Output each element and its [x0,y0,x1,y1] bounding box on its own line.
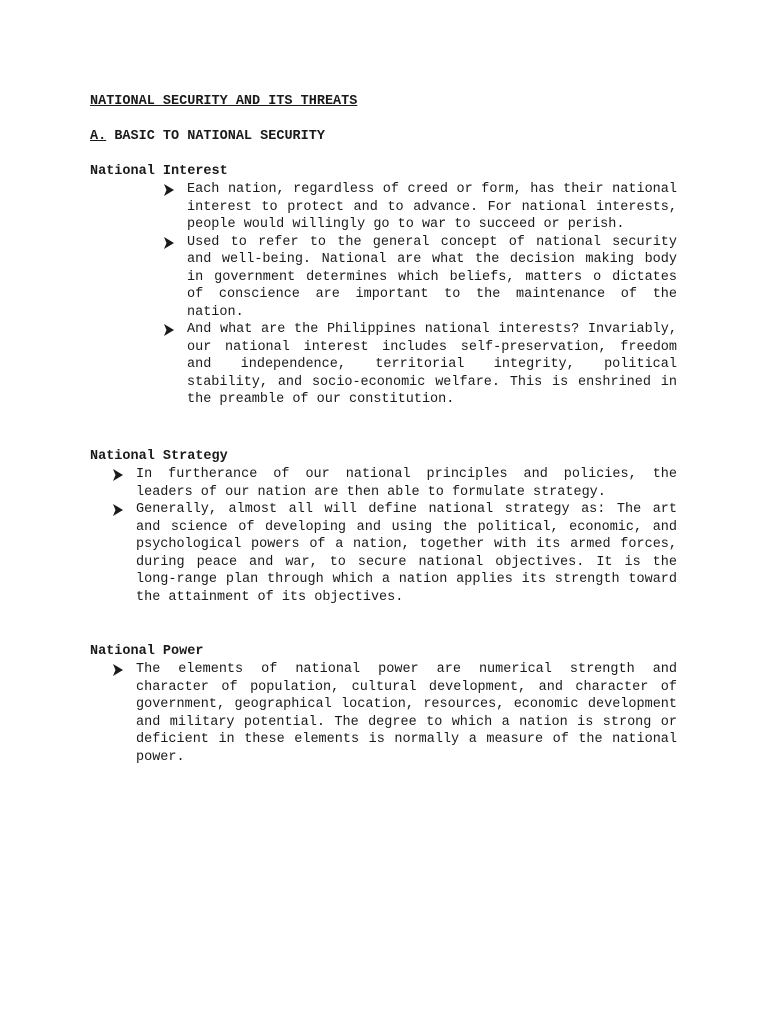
bullet-text: And what are the Philippines national interests? Invariably, our national interest includes self-preservation, freedom and independence, territorial integrity, political stability, and socio-economic welfare. This is enshrined in the preamble of our constitution. [187,322,677,407]
list-item [187,234,677,322]
bullet-text: Used to refer to the general concept of national security and well-being. National are what the decision making body in government determines which beliefs, matters o dictates of conscience are important to the maintenance of the nation. [187,234,677,320]
list-item [187,181,677,234]
arrowhead-bullet-icon [163,324,175,336]
national-strategy-list [136,466,677,606]
arrowhead-bullet-icon [163,184,175,196]
arrowhead-bullet-icon [112,664,124,676]
bullet-text: The elements of national power are numerical strength and character of population, cultural development, and character of government, geographical location, resources, economic development and military potential. The degree to which a nation is strong or deficient in these elements is normally a measure of the national power. [136,662,677,765]
list-item [136,501,677,606]
bullet-text: In furtherance of our national principles and policies, the leaders of our nation are then able to formulate strategy. [136,467,677,500]
bullet-text: Each nation, regardless of creed or form, has their national interest to protect and to advance. For national interests, people would willingly go to war to succeed or perish. [187,182,677,232]
list-item [136,466,677,501]
list-item [187,321,677,409]
national-interest-list [187,181,677,409]
arrowhead-bullet-icon [112,469,124,481]
bullet-text: Generally, almost all will define national strategy as: The art and science of developing and using the political, economic, and psychological powers of a nation, together with its armed forces, during peace and war, to secure national objectives. It is the long-range plan through which a nation applies its strength toward the attainment of its objectives. [136,502,677,605]
arrowhead-bullet-icon [163,237,175,249]
section-heading [90,128,325,146]
document-title: NATIONAL SECURITY AND ITS THREATS [90,94,358,109]
national-power-heading: National Power [90,644,204,659]
section-heading-text: BASIC TO NATIONAL SECURITY [114,129,325,144]
arrowhead-bullet-icon [112,504,124,516]
national-strategy-heading: National Strategy [90,449,228,464]
national-interest-heading: National Interest [90,164,228,179]
list-item [136,661,677,766]
national-power-list [136,661,677,766]
section-letter: A. [90,129,107,144]
